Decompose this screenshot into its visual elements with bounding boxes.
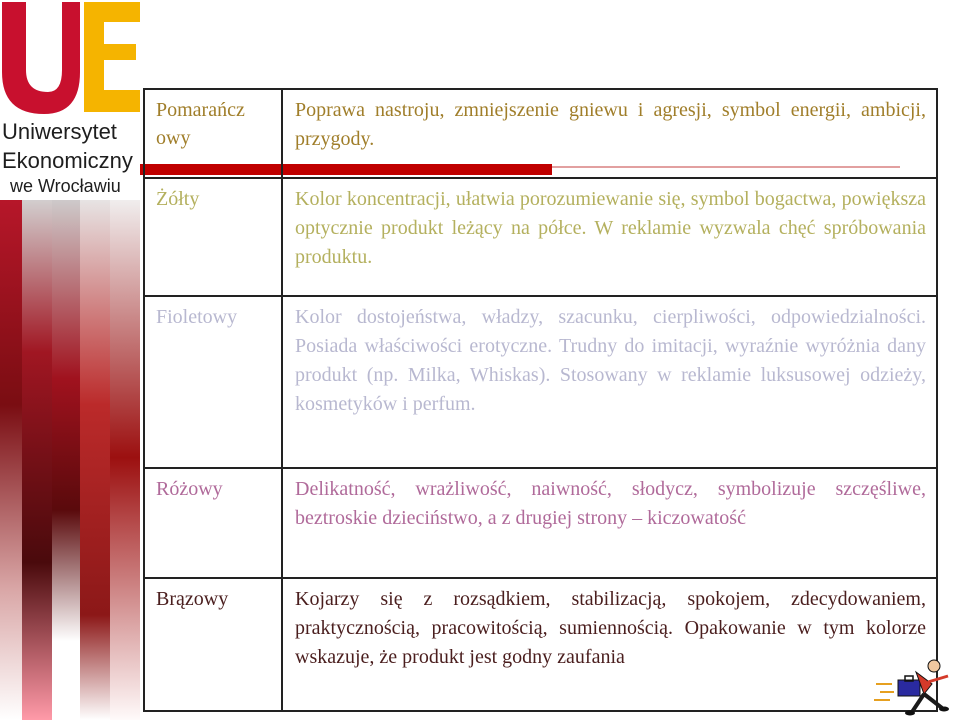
table-row bbox=[145, 577, 936, 710]
color-description: Poprawa nastroju, zmniejszenie gniewu i agresji, symbol energii, ambicji, przygody. bbox=[295, 99, 926, 150]
decor-stripe bbox=[0, 195, 22, 720]
running-businessman-icon bbox=[872, 654, 958, 718]
color-name: Pomarańcz owy bbox=[156, 99, 245, 149]
color-description: Kojarzy się z rozsądkiem, stabilizacją, spokojem, zdecydowaniem, praktycznością, pracowitością, sumiennością. Opakowanie w tym kolorze wskazuje, że produkt jest godny zaufania bbox=[295, 588, 926, 668]
table-row bbox=[145, 90, 936, 177]
color-description: Delikatność, wrażliwość, naiwność, słodycz, symbolizuje szczęśliwe, beztroskie dzieciństwo, a z drugiej strony – kiczowatość bbox=[295, 478, 926, 529]
logo-line-2: Ekonomiczny bbox=[2, 148, 133, 173]
color-description: Kolor dostojeństwa, władzy, szacunku, cierpliwości, odpowiedzialności. Posiada właściwości erotyczne. Trudny do imitacji, wyraźnie wyróżnia dany produkt (np. Milka, Whiskas). Stosowany w reklamie luksusowej odzieży, kosmetyków i perfum. bbox=[295, 306, 926, 415]
color-description: Kolor koncentracji, ułatwia porozumiewanie się, symbol bogactwa, powiększa optycznie produkt leżący na półce. W reklamie wyzwala chęć spróbowania produktu. bbox=[295, 188, 926, 268]
logo-line-1: Uniwersytet bbox=[2, 119, 117, 144]
color-name: Brązowy bbox=[156, 588, 229, 610]
ue-monogram-icon bbox=[0, 0, 140, 118]
color-name: Fioletowy bbox=[156, 306, 238, 328]
table-row bbox=[145, 295, 936, 467]
decor-stripe bbox=[80, 195, 110, 720]
color-meaning-table bbox=[143, 88, 938, 712]
decor-stripe bbox=[110, 195, 140, 720]
color-name: Różowy bbox=[156, 478, 223, 500]
color-name: Żółty bbox=[156, 188, 200, 210]
decor-stripe bbox=[52, 195, 80, 720]
table-row bbox=[145, 177, 936, 295]
university-logo bbox=[0, 0, 140, 200]
logo-line-3: we Wrocławiu bbox=[10, 176, 121, 196]
table-row bbox=[145, 467, 936, 577]
decor-stripe bbox=[22, 195, 52, 720]
